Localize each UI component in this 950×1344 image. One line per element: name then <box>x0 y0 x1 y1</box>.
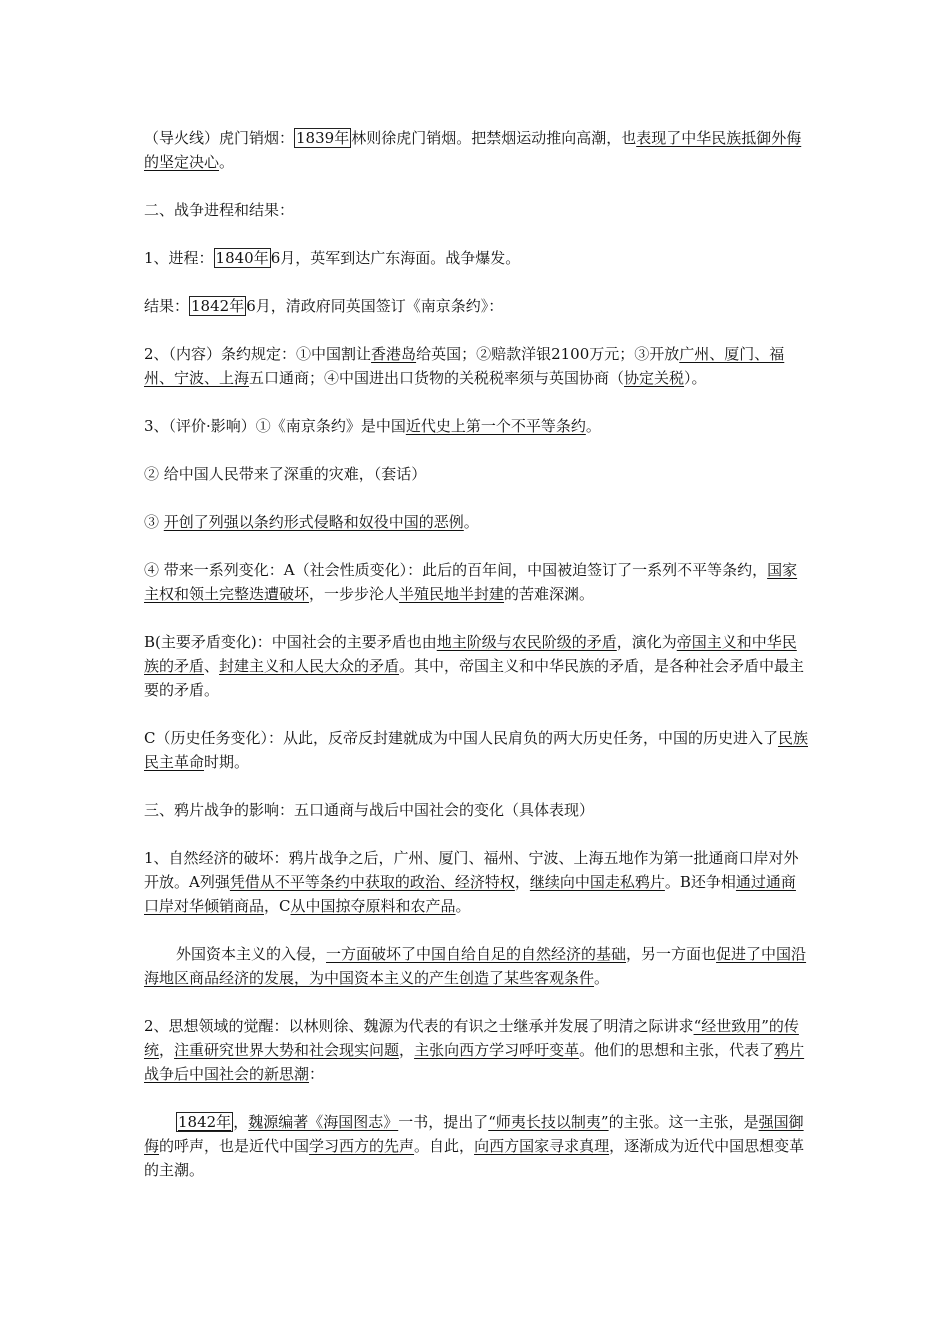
text: 。他们的思想和主张，代表了 <box>579 1041 775 1059</box>
text: 。 <box>219 153 235 171</box>
section-heading-2 <box>144 198 808 222</box>
text: 。 <box>594 969 610 987</box>
underlined-text: 半殖民地半封建 <box>399 585 505 603</box>
underlined-text: 开创了列强以条约形式侵略和奴役中国的恶例 <box>163 513 464 531</box>
underlined-text: 国家主权和领土完整迭遭破坏 <box>144 561 798 603</box>
underlined-text: 注重研究世界大势和社会现实问题 <box>174 1041 400 1059</box>
paragraph-historical-task <box>144 726 808 774</box>
text: 外国资本主义的入侵， <box>176 945 327 963</box>
underlined-text: 地主阶级与农民阶级的矛盾 <box>436 633 617 651</box>
text: C（历史任务变化）：从此，反帝反封建就成为中国人民肩负的两大历史任务，中国的历史进入了 <box>144 729 778 747</box>
text: 。其中，帝国主义和中华民族的矛盾，是各种社会矛盾中最主要的矛盾。 <box>144 657 805 699</box>
text: 一书，提出了 <box>398 1113 489 1131</box>
boxed-year: 1840年 <box>215 249 269 267</box>
text: ， <box>514 873 530 891</box>
paragraph-evaluation-4 <box>144 558 808 606</box>
text: 1、自然经济的破坏：鸦片战争之后，广州、厦门、福州、宁波、上海五地作为第一批通商口岸对外开放。A列强 <box>144 849 799 891</box>
section-heading-3 <box>144 798 808 822</box>
underlined-text: “经世致用”的传统 <box>144 1017 799 1059</box>
underlined-text: 封建主义和人民大众的矛盾 <box>219 657 400 675</box>
boxed-year: 1839年 <box>296 129 350 147</box>
underlined-text: 主张向西方学习呼吁变革 <box>414 1041 580 1059</box>
underlined-text: 近代史上第一个不平等条约 <box>405 417 586 435</box>
text: 。 <box>455 897 471 915</box>
underlined-text: 从中国掠夺原料和农产品 <box>290 897 456 915</box>
underlined-text: 一方面破坏了中国自给自足的自然经济的基础 <box>326 945 627 963</box>
underlined-text: 协定关税 <box>624 369 685 387</box>
underlined-text: 香港岛 <box>371 345 417 363</box>
text: ， <box>159 1041 175 1059</box>
paragraph-result <box>144 294 808 318</box>
text: ③ <box>144 513 164 531</box>
text: ，逐渐成为近代中国思想变革的主潮。 <box>144 1137 805 1179</box>
underlined-text: 鸦片战争后中国社会的新思潮 <box>144 1041 805 1083</box>
text: ， <box>233 1113 249 1131</box>
text: 三、鸦片战争的影响：五口通商与战后中国社会的变化（具体表现） <box>144 801 595 819</box>
underlined-text: 民族民主革命 <box>144 729 808 771</box>
paragraph-natural-economy <box>144 846 808 918</box>
text: ： <box>309 1065 325 1083</box>
paragraph-haiguo-tuzhi <box>144 1110 808 1182</box>
underlined-text: 继续向中国走私鸦片 <box>529 873 665 891</box>
underlined-text: 向西方国家寻求真理 <box>474 1137 610 1155</box>
text: ④ 带来一系列变化：A（社会性质变化）：此后的百年间，中国被迫签订了一系列不平等条约， <box>144 561 768 579</box>
boxed-year: 1842年 <box>178 1113 232 1131</box>
text: 、 <box>204 657 220 675</box>
text: 给英国；②赔款洋银2100万元；③开放 <box>416 345 680 363</box>
paragraph-process <box>144 246 808 270</box>
underlined-text: 学习西方的先声 <box>309 1137 415 1155</box>
text: ② 给中国人民带来了深重的灾难，（套话） <box>144 465 427 483</box>
underlined-text: 帝国主义和中华民族的矛盾 <box>144 633 797 675</box>
text: ，C <box>264 897 291 915</box>
text: 的主张。这一主张，是 <box>608 1113 759 1131</box>
text: 。自此， <box>414 1137 475 1155</box>
text: B(主要矛盾变化)：中国社会的主要矛盾也由 <box>144 633 437 651</box>
text: ， <box>399 1041 415 1059</box>
text: 的呼声，也是近代中国 <box>159 1137 310 1155</box>
text: ，另一方面也 <box>626 945 717 963</box>
text: 结果： <box>144 297 190 315</box>
paragraph-trigger <box>144 126 808 174</box>
underlined-text: 促进了中国沿海地区商品经济的发展，为中国资本主义的产生创造了某些客观条件 <box>144 945 807 987</box>
text: 1、进程： <box>144 249 214 267</box>
paragraph-contradiction <box>144 630 808 702</box>
underlined-text: 强国御侮 <box>144 1113 804 1155</box>
paragraph-evaluation-1 <box>144 414 808 438</box>
underlined-text: 表现了中华民族抵御外侮的坚定决心 <box>144 129 802 171</box>
text: 林则徐虎门销烟。把禁烟运动推向高潮，也 <box>351 129 637 147</box>
text: 二、战争进程和结果： <box>144 201 295 219</box>
text: 的苦难深渊。 <box>504 585 595 603</box>
paragraph-evaluation-3 <box>144 510 808 534</box>
text: 6月，清政府同英国签订《南京条约》： <box>246 297 504 315</box>
underlined-text: 凭借从不平等条约中获取的政治、经济特权 <box>229 873 515 891</box>
paragraph-treaty-content <box>144 342 808 390</box>
text: 6月，英军到达广东海面。战争爆发。 <box>270 249 521 267</box>
paragraph-foreign-capital <box>144 942 808 990</box>
underlined-text: 通过通商口岸对华倾销商品 <box>144 873 796 915</box>
text: 。 <box>585 417 601 435</box>
boxed-year: 1842年 <box>191 297 245 315</box>
text: 五口通商；④中国进出口货物的关税税率须与英国协商（ <box>249 369 625 387</box>
text: 3、（评价·影响）①《南京条约》是中国 <box>144 417 406 435</box>
text: （导火线）虎门销烟： <box>144 129 295 147</box>
underlined-text: 广州、厦门、福州、宁波、上海 <box>144 345 785 387</box>
text: 。 <box>463 513 479 531</box>
paragraph-ideological-awakening <box>144 1014 808 1086</box>
underlined-text: “师夷长技以制夷” <box>488 1113 609 1131</box>
text: 时期。 <box>204 753 250 771</box>
text: 2、（内容）条约规定：①中国割让 <box>144 345 372 363</box>
paragraph-evaluation-2 <box>144 462 808 486</box>
text: ，一步步沦人 <box>309 585 400 603</box>
text: 。B还争相 <box>664 873 736 891</box>
text: 2、思想领域的觉醒：以林则徐、魏源为代表的有识之士继承并发展了明清之际讲求 <box>144 1017 694 1035</box>
underlined-text: 魏源编著《海国图志》 <box>248 1113 399 1131</box>
document-body <box>144 126 808 1182</box>
text: ，演化为 <box>616 633 677 651</box>
text: ）。 <box>684 369 707 387</box>
